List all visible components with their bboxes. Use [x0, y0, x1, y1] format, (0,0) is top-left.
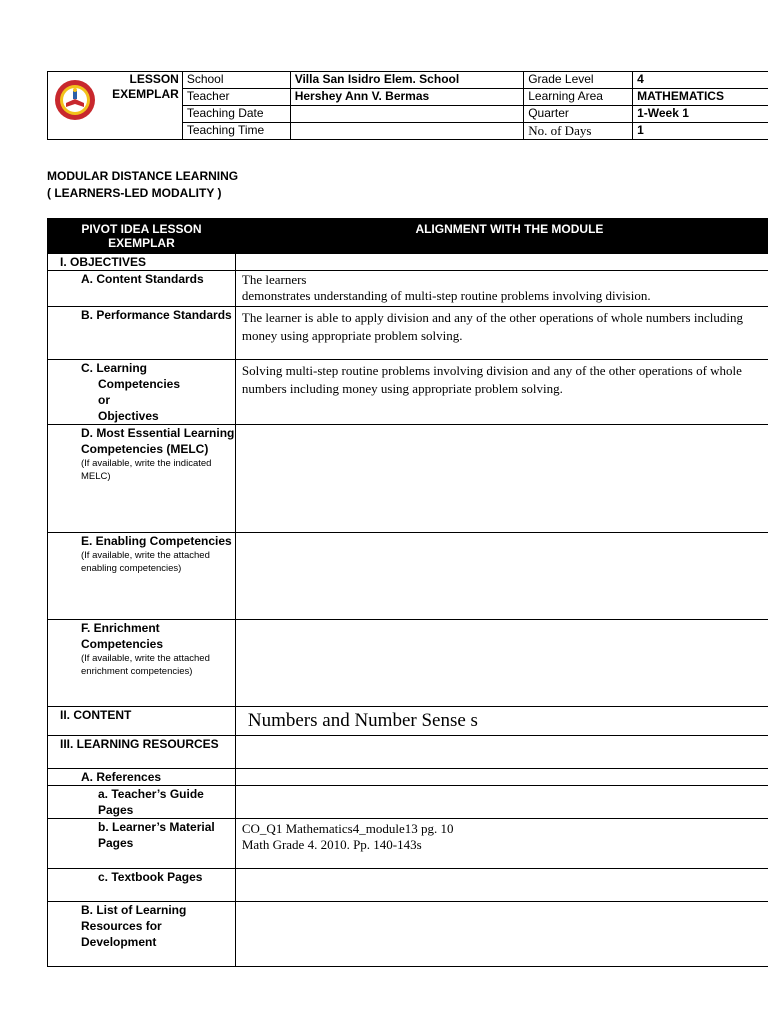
- melc-value: [235, 425, 768, 533]
- table-row: [48, 271, 768, 307]
- learning-competencies-label-c: or: [98, 393, 110, 407]
- learning-competencies-label-b: Competencies: [98, 377, 181, 391]
- learning-resources-label: III. LEARNING RESOURCES: [48, 736, 236, 769]
- lesson-exemplar-cell: [48, 72, 183, 140]
- teaching-date-value: [290, 106, 524, 123]
- references-value: [235, 769, 768, 786]
- learning-resources-value: [235, 736, 768, 769]
- performance-standards-value: The learner is able to apply division and any of the other operations of whole numbers including money using appropriate problem solving.: [235, 307, 768, 360]
- modality-heading: [47, 168, 238, 202]
- table-row: [48, 254, 768, 271]
- content-standards-label: A. Content Standards: [48, 271, 236, 307]
- grade-level-value: 4: [633, 72, 768, 89]
- teachers-guide-label: a. Teacher’s Guide Pages: [48, 786, 236, 819]
- teachers-guide-value: [235, 786, 768, 819]
- content-label: II. CONTENT: [48, 707, 236, 736]
- textbook-value: [235, 869, 768, 902]
- content-standards-value: [235, 271, 768, 307]
- melc-label-text: D. Most Essential Learning Competencies (MELC): [81, 426, 235, 456]
- table-row: [48, 533, 768, 620]
- learning-competencies-label-d: Objectives: [98, 409, 159, 423]
- teaching-time-value: [290, 123, 524, 140]
- references-label: A. References: [48, 769, 236, 786]
- learners-material-line-2: Math Grade 4. 2010. Pp. 140-143s: [241, 837, 422, 852]
- table-row: [48, 819, 768, 869]
- learning-competencies-value: Solving multi-step routine problems involving division and any of the other operations of whole numbers including money using appropriate problem solving.: [235, 360, 768, 425]
- learners-material-line-1: CO_Q1 Mathematics4_module13 pg. 10: [241, 821, 454, 836]
- enabling-note: (If available, write the attached enabling competencies): [81, 550, 210, 574]
- table-row: [48, 360, 768, 425]
- table-row: [48, 769, 768, 786]
- table-row: [48, 707, 768, 736]
- teaching-time-label: Teaching Time: [182, 123, 290, 140]
- enabling-label: [48, 533, 236, 620]
- enrichment-value: [235, 620, 768, 707]
- school-logo-icon: [54, 79, 96, 125]
- no-of-days-value: 1: [633, 123, 768, 140]
- quarter-label: Quarter: [524, 106, 633, 123]
- learners-material-label: b. Learner’s Material Pages: [48, 819, 236, 869]
- header-table: [47, 71, 768, 140]
- content-value: Numbers and Number Sense s: [235, 707, 768, 736]
- content-standards-line-2: demonstrates understanding of multi-step routine problems involving division.: [241, 288, 651, 303]
- table-row: [48, 425, 768, 533]
- learning-competencies-label-a: C. Learning: [81, 361, 148, 375]
- table-header-row: [48, 219, 768, 254]
- grade-level-label: Grade Level: [524, 72, 633, 89]
- enabling-value: [235, 533, 768, 620]
- modality-line-2: ( LEARNERS-LED MODALITY ): [47, 186, 222, 200]
- school-value: Villa San Isidro Elem. School: [290, 72, 524, 89]
- lesson-plan-table: [47, 218, 768, 967]
- learners-material-value: [235, 819, 768, 869]
- learning-competencies-label: [48, 360, 236, 425]
- quarter-value: 1-Week 1: [633, 106, 768, 123]
- school-label: School: [182, 72, 290, 89]
- enrichment-note: (If available, write the attached enrichment competencies): [81, 653, 210, 677]
- enrichment-label-text: F. Enrichment Competencies: [81, 621, 164, 651]
- table-row: [48, 786, 768, 819]
- textbook-label: c. Textbook Pages: [48, 869, 236, 902]
- objectives-value: [235, 254, 768, 271]
- no-of-days-label: No. of Days: [524, 123, 633, 140]
- lesson-label: LESSON: [129, 72, 179, 86]
- learning-area-value: MATHEMATICS: [633, 89, 768, 106]
- enrichment-label: [48, 620, 236, 707]
- content-standards-line-1: The learners: [241, 272, 307, 287]
- table-row: [48, 902, 768, 967]
- modality-line-1: MODULAR DISTANCE LEARNING: [47, 169, 239, 183]
- teacher-value: Hershey Ann V. Bermas: [290, 89, 524, 106]
- objectives-label: I. OBJECTIVES: [48, 254, 236, 271]
- table-row: [48, 869, 768, 902]
- learning-area-label: Learning Area: [524, 89, 633, 106]
- alignment-column-header: ALIGNMENT WITH THE MODULE: [235, 219, 768, 254]
- teaching-date-label: Teaching Date: [182, 106, 290, 123]
- exemplar-label: EXEMPLAR: [112, 87, 179, 101]
- enabling-label-text: E. Enabling Competencies: [81, 534, 232, 548]
- teacher-label: Teacher: [182, 89, 290, 106]
- performance-standards-label: B. Performance Standards: [48, 307, 236, 360]
- melc-note: (If available, write the indicated MELC): [81, 458, 212, 482]
- table-row: [48, 620, 768, 707]
- pivot-column-header: PIVOT IDEA LESSON EXEMPLAR: [48, 219, 236, 254]
- list-resources-label: B. List of Learning Resources for Development: [48, 902, 236, 967]
- table-row: [48, 736, 768, 769]
- table-row: [48, 307, 768, 360]
- melc-label: [48, 425, 236, 533]
- list-resources-value: [235, 902, 768, 967]
